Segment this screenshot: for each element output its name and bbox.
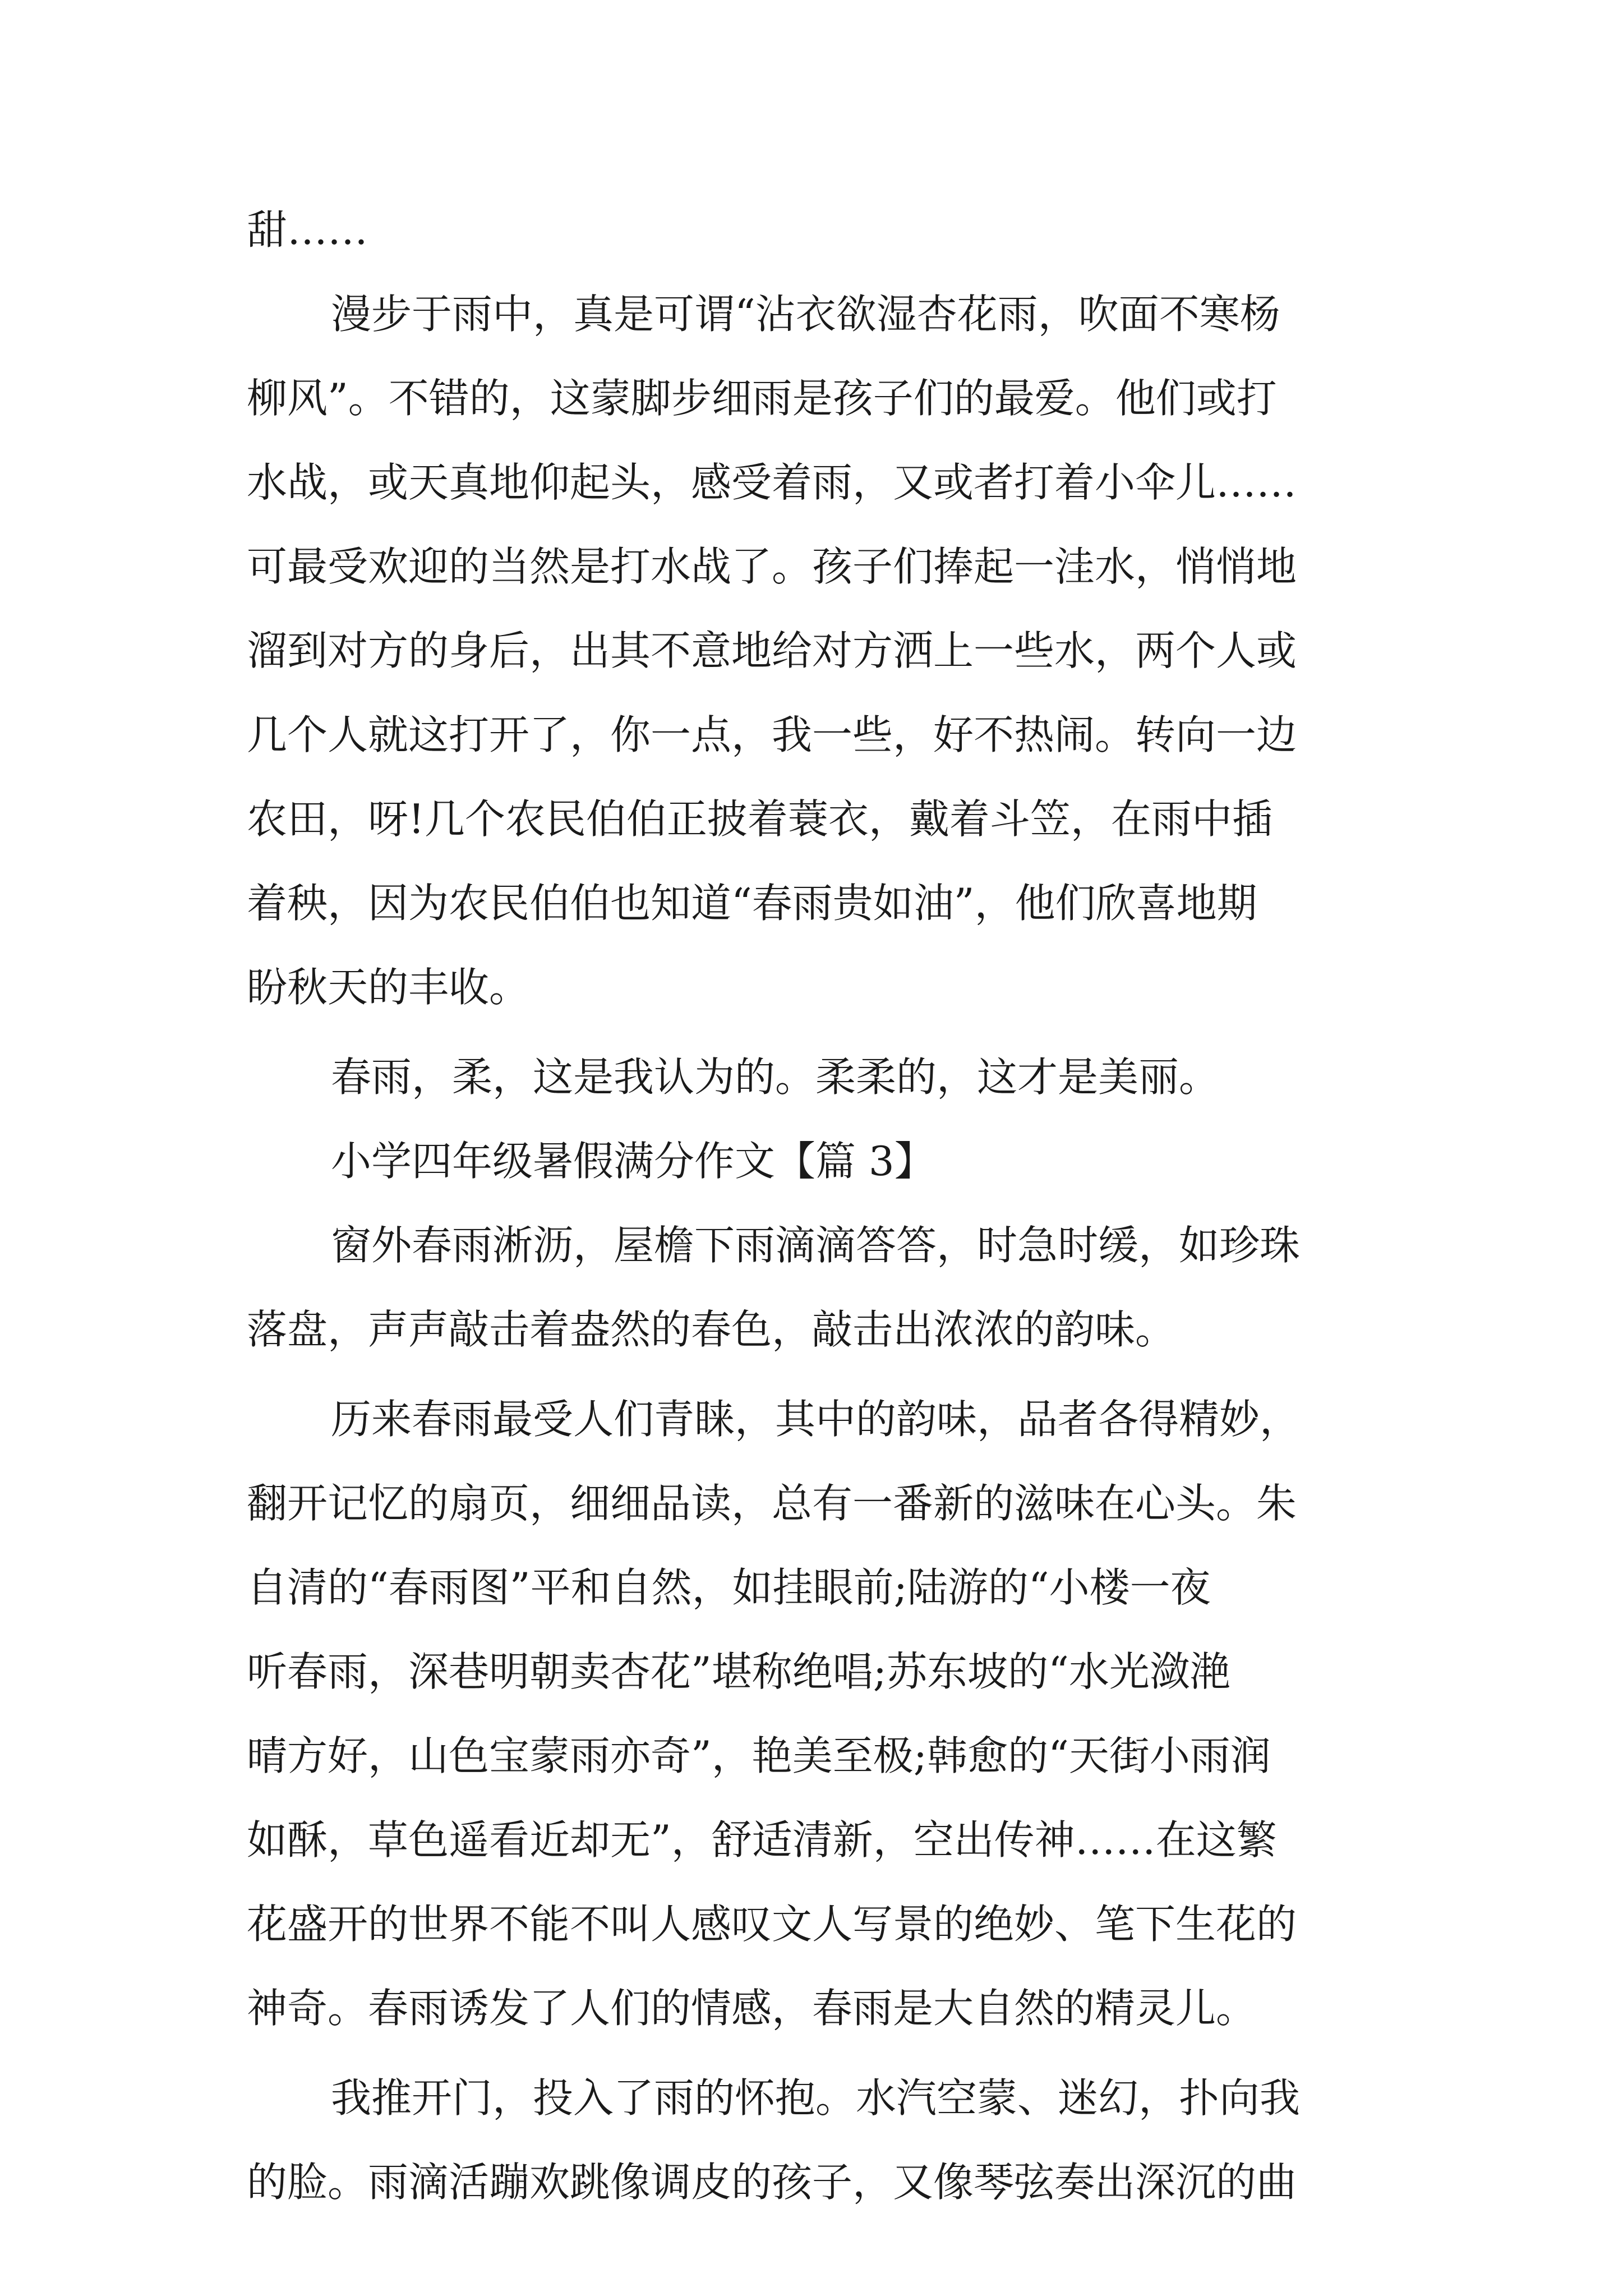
text-line: 窗外春雨淅沥，屋檐下雨滴滴答答，时急时缓，如珍珠	[331, 1222, 1301, 1269]
text-line: 春雨，柔，这是我认为的。柔柔的，这才是美丽。	[331, 1053, 1220, 1101]
text-line: 柳风”。不错的，这蒙脚步细雨是孩子们的最爱。他们或打	[247, 375, 1277, 422]
section-heading: 小学四年级暑假满分作文【篇 3】	[331, 1138, 935, 1185]
text-line: 着秧，因为农民伯伯也知道“春雨贵如油”，他们欣喜地期	[247, 880, 1257, 927]
text-line: 翻开记忆的扇页，细细品读，总有一番新的滋味在心头。朱	[247, 1480, 1297, 1527]
text-line: 漫步于雨中，真是可谓“沾衣欲湿杏花雨，吹面不寒杨	[331, 291, 1280, 338]
text-line: 晴方好，山色宝蒙雨亦奇”，艳美至极;韩愈的“天街小雨润	[247, 1732, 1271, 1779]
text-line: 的脸。雨滴活蹦欢跳像调皮的孩子，又像琴弦奏出深沉的曲	[247, 2159, 1297, 2206]
text-line: 我推开门，投入了雨的怀抱。水汽空蒙、迷幻，扑向我	[331, 2074, 1301, 2122]
text-line: 溜到对方的身后，出其不意地给对方洒上一些水，两个人或	[247, 627, 1297, 674]
text-line: 听春雨，深巷明朝卖杏花”堪称绝唱;苏东坡的“水光潋滟	[247, 1648, 1230, 1695]
text-line: 盼秋天的丰收。	[247, 964, 530, 1011]
text-line: 历来春雨最受人们青睐，其中的韵味，品者各得精妙，	[331, 1396, 1301, 1443]
text-line: 如酥，草色遥看近却无”，舒适清新，空出传神……在这繁	[247, 1816, 1277, 1864]
text-line: 自清的“春雨图”平和自然，如挂眼前;陆游的“小楼一夜	[247, 1564, 1211, 1611]
text-line: 花盛开的世界不能不叫人感叹文人写景的绝妙、笔下生花的	[247, 1901, 1297, 1948]
text-line: 甜……	[247, 206, 368, 254]
text-line: 可最受欢迎的当然是打水战了。孩子们捧起一洼水，悄悄地	[247, 543, 1297, 590]
text-line: 几个人就这打开了，你一点，我一些，好不热闹。转向一边	[247, 711, 1297, 758]
text-line: 神奇。春雨诱发了人们的情感，春雨是大自然的精灵儿。	[247, 1985, 1257, 2032]
text-line: 农田，呀!几个农民伯伯正披着蓑衣，戴着斗笠，在雨中插	[247, 795, 1272, 843]
text-line: 落盘，声声敲击着盎然的春色，敲击出浓浓的韵味。	[247, 1306, 1176, 1353]
text-line: 水战，或天真地仰起头，感受着雨，又或者打着小伞儿……	[247, 459, 1297, 506]
